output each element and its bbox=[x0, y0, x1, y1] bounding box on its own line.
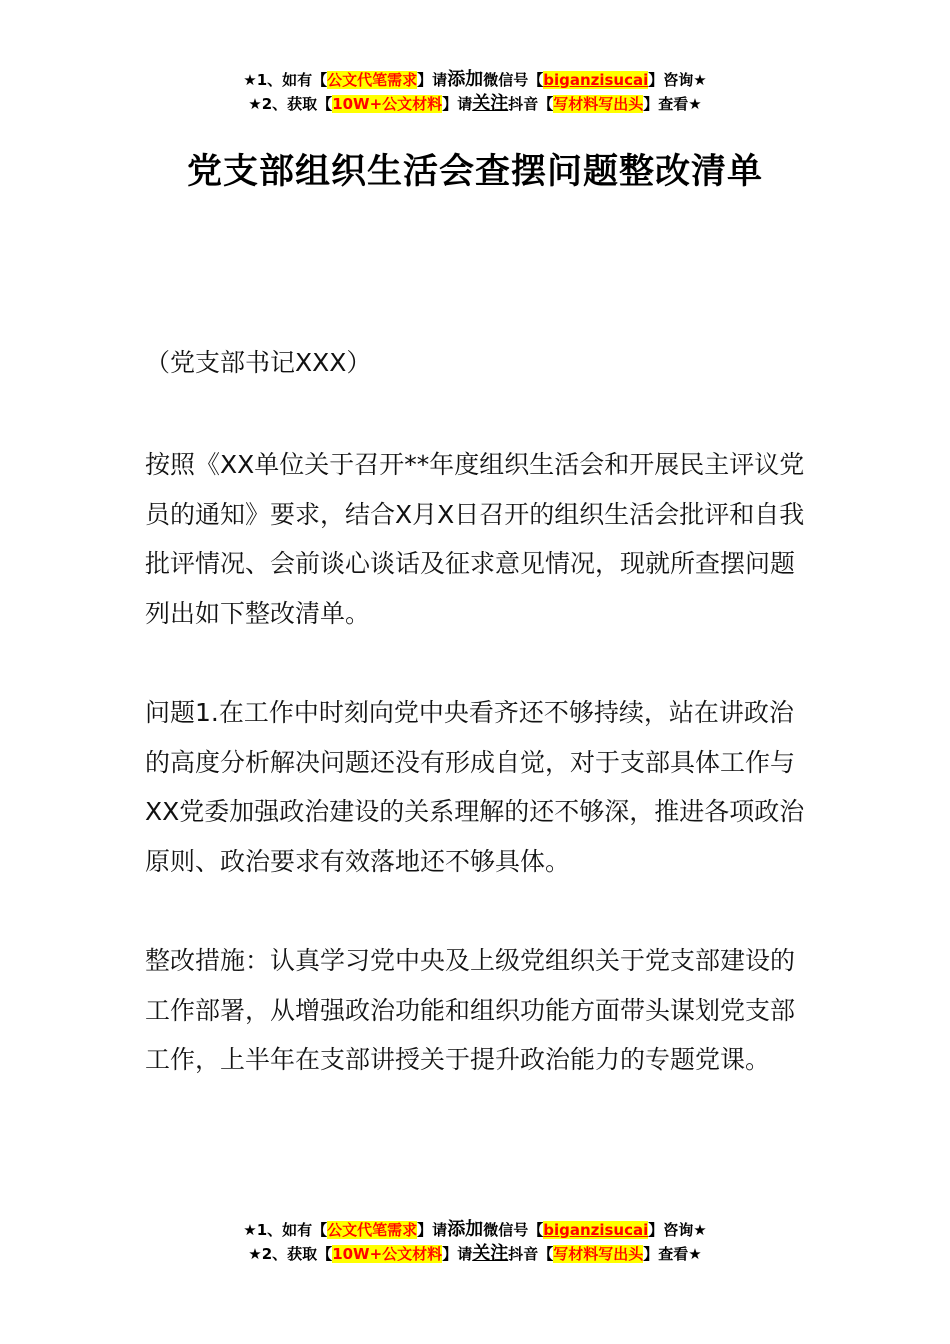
banner-emphasis-add: 添加 bbox=[447, 69, 484, 90]
bottom-banner-line-1-prefix: ★1、如有【 bbox=[243, 1221, 328, 1239]
banner-line-2-prefix: ★2、获取【 bbox=[248, 95, 333, 113]
banner-line-1-suffix: 】咨询★ bbox=[648, 71, 707, 89]
banner-line-2 bbox=[0, 92, 950, 116]
document-title: 党支部组织生活会查摆问题整改清单 bbox=[186, 152, 763, 192]
banner-wechat-id[interactable]: biganzisucai bbox=[543, 71, 649, 89]
banner-highlight-materials: 10W+公文材料 bbox=[332, 95, 443, 113]
bottom-banner-emphasis-follow: 关注 bbox=[472, 1243, 509, 1264]
banner-line-1-mid: 】请 bbox=[417, 71, 448, 89]
bottom-banner-line-1-mid2: 微信号【 bbox=[483, 1221, 544, 1239]
bottom-banner-line-2-prefix: ★2、获取【 bbox=[248, 1245, 333, 1263]
banner-highlight-writing-service: 公文代笔需求 bbox=[327, 71, 418, 89]
bottom-banner-wechat-id[interactable]: biganzisucai bbox=[543, 1221, 649, 1239]
bottom-banner-line-2-mid2: 抖音【 bbox=[508, 1245, 554, 1263]
banner-douyin-account[interactable]: 写材料写出头 bbox=[553, 95, 644, 113]
banner-line-1 bbox=[0, 68, 950, 92]
banner-line-2-suffix: 】查看★ bbox=[643, 95, 702, 113]
bottom-banner-highlight-materials: 10W+公文材料 bbox=[332, 1245, 443, 1263]
bottom-banner-emphasis-add: 添加 bbox=[447, 1219, 484, 1240]
bottom-banner-line-1-suffix: 】咨询★ bbox=[648, 1221, 707, 1239]
bottom-banner-line-2-suffix: 】查看★ bbox=[643, 1245, 702, 1263]
bottom-banner-line-2 bbox=[0, 1242, 950, 1266]
banner-emphasis-follow: 关注 bbox=[472, 93, 509, 114]
bottom-banner-douyin-account[interactable]: 写材料写出头 bbox=[553, 1245, 644, 1263]
bottom-banner-line-1 bbox=[0, 1218, 950, 1242]
bottom-banner bbox=[0, 1218, 950, 1266]
bottom-banner-line-1-mid: 】请 bbox=[417, 1221, 448, 1239]
paragraph-intro: 按照《XX单位关于召开**年度组织生活会和开展民主评议党员的通知》要求，结合X月X日召开的组织生活会批评和自我批评情况、会前谈心谈话及征求意见情况，现就所查摆问题列出如下整改清单。 bbox=[145, 450, 805, 628]
paragraph-problem-1: 问题1.在工作中时刻向党中央看齐还不够持续，站在讲政治的高度分析解决问题还没有形成自觉，对于支部具体工作与XX党委加强政治建设的关系理解的还不够深，推进各项政治原则、政治要求有效落地还不够具体。 bbox=[145, 698, 805, 876]
paragraph-rectification: 整改措施：认真学习党中央及上级党组织关于党支部建设的工作部署，从增强政治功能和组织功能方面带头谋划党支部工作，上半年在支部讲授关于提升政治能力的专题党课。 bbox=[145, 946, 796, 1074]
banner-line-1-prefix: ★1、如有【 bbox=[243, 71, 328, 89]
document-author: （党支部书记XXX） bbox=[145, 348, 372, 377]
banner-line-2-mid: 】请 bbox=[442, 95, 473, 113]
banner-line-2-mid2: 抖音【 bbox=[508, 95, 554, 113]
bottom-banner-line-2-mid: 】请 bbox=[442, 1245, 473, 1263]
top-banner bbox=[0, 68, 950, 116]
banner-line-1-mid2: 微信号【 bbox=[483, 71, 544, 89]
bottom-banner-highlight-writing-service: 公文代笔需求 bbox=[327, 1221, 418, 1239]
